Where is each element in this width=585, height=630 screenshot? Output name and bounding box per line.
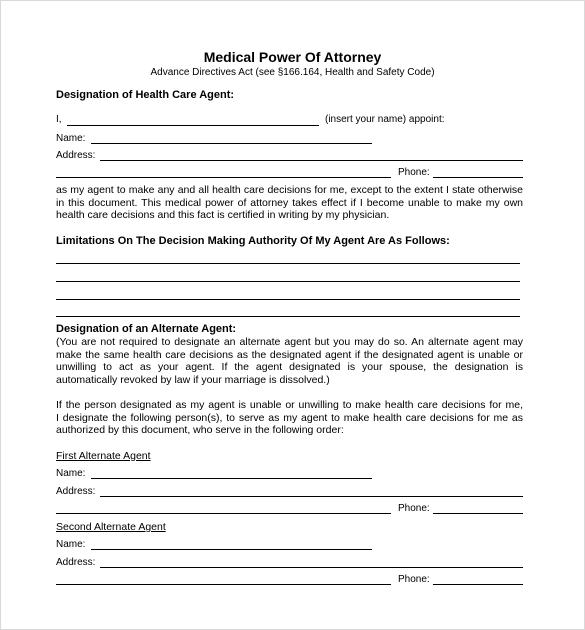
alternate-order-line: If the person designated as my agent is unable or unwilling to make health care decisions for me, xyxy=(56,399,523,411)
alternate-note-line: make the same health care decisions as the designated agent if the designated agent is unable or xyxy=(56,348,523,361)
first-alternate-address-label: Address: xyxy=(56,486,96,497)
agent-paragraph-line: as my agent to make any and all health care decisions for me, except to the extent I state otherwise xyxy=(56,184,523,196)
first-alternate-address-field[interactable] xyxy=(100,496,523,497)
alternate-order-line: authorized by this document, who serve in the following order: xyxy=(56,424,344,436)
first-alternate-name-label: Name: xyxy=(56,468,86,479)
agent-phone-label: Phone: xyxy=(398,167,430,178)
limitations-line-1[interactable] xyxy=(56,263,520,264)
limitations-line-4[interactable] xyxy=(56,316,520,317)
principal-i-label: I, xyxy=(56,114,62,125)
limitations-line-3[interactable] xyxy=(56,299,520,300)
second-alternate-name-field[interactable] xyxy=(91,549,372,550)
first-alternate-address-line-2-field[interactable] xyxy=(56,513,391,514)
agent-paragraph-line: in this document. This medical power of attorney takes effect if I become unable to make my own xyxy=(56,196,523,209)
agent-name-label: Name: xyxy=(56,133,86,144)
agent-address-label: Address: xyxy=(56,150,96,161)
document-title: Medical Power Of Attorney xyxy=(203,49,382,65)
insert-name-label: (insert your name) appoint: xyxy=(325,114,445,125)
alternate-note xyxy=(56,336,523,386)
first-alternate-phone-field[interactable] xyxy=(433,513,523,514)
alternate-note-line: automatically revoked by law if your marriage is dissolved.) xyxy=(56,373,330,386)
second-alternate-phone-field[interactable] xyxy=(433,584,523,585)
second-alternate-address-field[interactable] xyxy=(100,567,523,568)
agent-paragraph xyxy=(56,184,523,222)
agent-name-field[interactable] xyxy=(91,143,372,144)
document-subtitle: Advance Directives Act (see §166.164, Health and Safety Code) xyxy=(150,67,435,78)
alternate-section-heading: Designation of an Alternate Agent: xyxy=(56,323,237,335)
alternate-order-paragraph xyxy=(56,399,523,437)
alternate-order-line: I designate the following person(s), to serve as my agent to make health care decisions for me as xyxy=(56,411,523,424)
agent-phone-field[interactable] xyxy=(433,177,523,178)
second-alternate-phone-label: Phone: xyxy=(398,574,430,585)
limitations-line-2[interactable] xyxy=(56,281,520,282)
second-alternate-address-label: Address: xyxy=(56,557,96,568)
agent-paragraph-line: health care decisions and this fact is certified in writing by my physician. xyxy=(56,209,390,221)
first-alternate-phone-label: Phone: xyxy=(398,503,430,514)
agent-section-heading: Designation of Health Care Agent: xyxy=(56,89,235,101)
second-alternate-heading: Second Alternate Agent xyxy=(56,521,166,533)
alternate-note-line: unwilling to act as your agent. If the agent designated is your spouse, the designation is xyxy=(56,361,523,373)
agent-address-line-2-field[interactable] xyxy=(56,177,391,178)
alternate-note-line: (You are not required to designate an alternate agent but you may do so. An alternate agent may xyxy=(56,336,523,348)
agent-address-field[interactable] xyxy=(100,160,523,161)
first-alternate-heading: First Alternate Agent xyxy=(56,450,151,462)
second-alternate-name-label: Name: xyxy=(56,539,86,550)
limitations-heading: Limitations On The Decision Making Authority Of My Agent Are As Follows: xyxy=(56,235,450,247)
first-alternate-name-field[interactable] xyxy=(91,478,372,479)
second-alternate-address-line-2-field[interactable] xyxy=(56,584,391,585)
principal-name-field[interactable] xyxy=(67,125,319,126)
